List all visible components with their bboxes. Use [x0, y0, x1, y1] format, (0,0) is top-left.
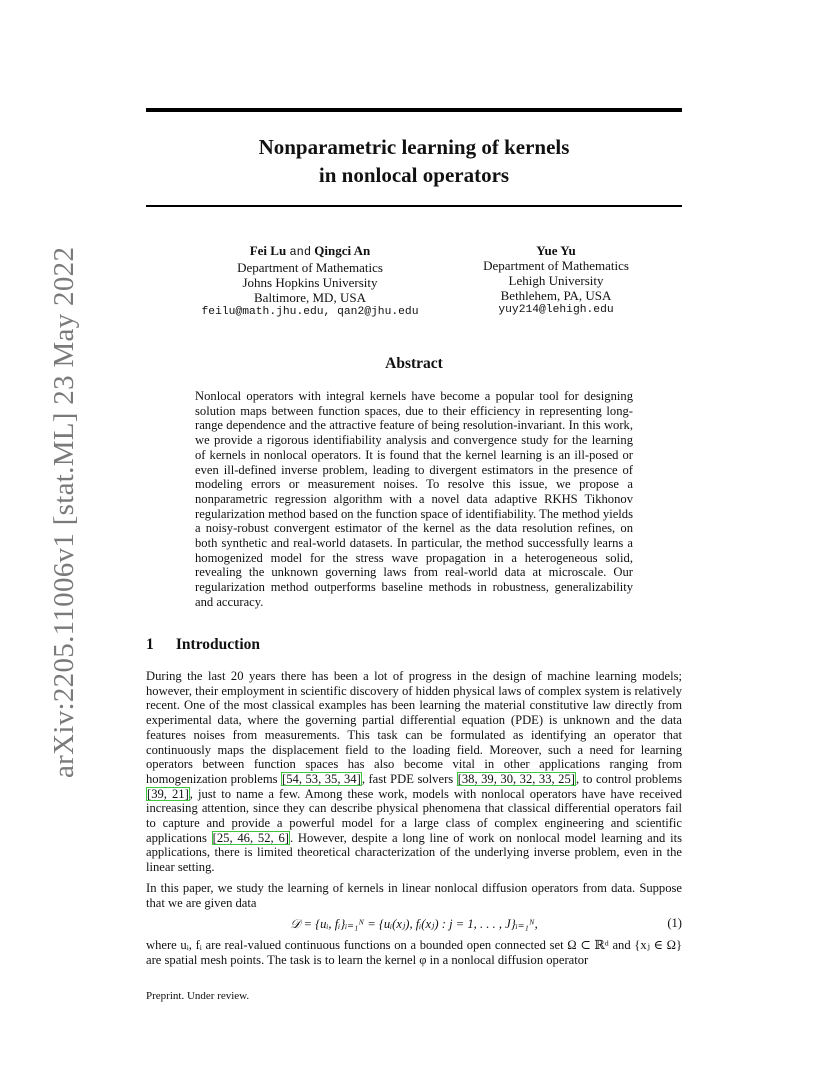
- citation-link[interactable]: [39, 21]: [147, 786, 189, 801]
- author-name: Fei Lu: [249, 243, 287, 258]
- section-number: 1: [146, 636, 154, 653]
- author-location: Baltimore, MD, USA: [254, 290, 366, 305]
- equation-1: [146, 916, 682, 934]
- footer-note: Preprint. Under review.: [146, 990, 250, 1002]
- author-and: and: [289, 245, 312, 259]
- section-title: Introduction: [175, 636, 260, 653]
- citation-link[interactable]: [38, 39, 30, 32, 33, 25]: [457, 771, 575, 786]
- citation-link[interactable]: [25, 46, 52, 6]: [212, 830, 289, 845]
- abstract-text: Nonlocal operators with integral kernels have become a popular tool for designing solution maps between function spaces, due to their efficiency in representing long-range dependence and the attractive feature of being resolution-invariant. In this work, we provide a rigorous identifiability analysis and convergence study for the learning of kernels in nonlocal operators. It is found that the kernel learning is an ill-posed or even ill-defined inverse problem, leading to divergent estimators in the presence of modeling errors or measurement noises. To resolve this issue, we propose a nonparametric regression algorithm with a novel data adaptive RKHS Tikhonov regularization method based on the function space of identifiability. The method yields a noisy-robust convergent estimator of the kernel as the data resolution refines, on both synthetic and real-world datasets. In particular, the method successfully learns a homogenized model for the stress wave propagation in a heterogeneous solid, revealing the unknown governing laws from real-world data at microscale. Our regularization method outperforms baseline methods in robustness, generalizability and accuracy.: [195, 389, 633, 609]
- author-email: yuy214@lehigh.edu: [498, 304, 614, 316]
- author-location: Bethlehem, PA, USA: [500, 288, 612, 303]
- author-department: Department of Mathematics: [237, 260, 383, 275]
- paragraph-text: During the last 20 years there has been a lot of progress in the design of machine learning models; however, their employment in scientific discovery of hidden physical laws of complex system is relatively recent. One of the most classical examples has been learning the material constitutive law directly from experimental data, where the governing partial differential equation (PDE) is unknown and the data features noises from measurements. This task can be formulated as identifying an operator that continuously maps the displacement field to the loading field. Moreover, such a need for learning operators between function spaces has also become vital in other applications ranging from homogenization problems: [146, 669, 682, 786]
- author-university: Johns Hopkins University: [242, 275, 378, 290]
- author-name: Qingci An: [314, 243, 371, 258]
- section-heading: [146, 636, 260, 654]
- paragraph-text: , to control problems: [575, 771, 683, 786]
- intro-paragraph-1: [146, 669, 682, 875]
- author-department: Department of Mathematics: [483, 258, 629, 273]
- author-name: Yue Yu: [536, 243, 576, 258]
- title-line-2: in nonlocal operators: [318, 163, 510, 187]
- citation-link[interactable]: [54, 53, 35, 34]: [282, 771, 361, 786]
- paragraph-text: , fast PDE solvers: [361, 771, 457, 786]
- author-block-right: [456, 243, 656, 318]
- paragraph-text: , just to name a few. Among these work, models with nonlocal operators have have received increasing attention, since they can describe physical phenomena that classical differential operators fail to capture and provide a powerful model for a large class of complex engineering and scientific applications: [146, 786, 682, 845]
- paper-title: [146, 133, 682, 189]
- intro-paragraph-3: where uᵢ, fᵢ are real-valued continuous functions on a bounded open connected set Ω ⊂ ℝᵈ and {xⱼ ∈ Ω} are spatial mesh points. The task is to learn the kernel φ in a nonlocal diffusion operator: [146, 938, 682, 967]
- paragraph-text: . However, despite a long line of work on nonlocal model learning and its applications, there is limited theoretical characterization of the underlying inverse problem, even in the linear setting.: [146, 830, 682, 875]
- title-line-1: Nonparametric learning of kernels: [258, 135, 570, 159]
- equation-number: (1): [667, 916, 682, 930]
- author-email: feilu@math.jhu.edu, qan2@jhu.edu: [201, 306, 419, 318]
- arxiv-identifier-sidebar: arXiv:2205.11006v1 [stat.ML] 23 May 2022: [48, 246, 80, 778]
- title-top-rule: [146, 108, 682, 112]
- equation-body: 𝒟 = {uᵢ, fᵢ}ᵢ₌₁ᴺ = {uᵢ(xⱼ), fᵢ(xⱼ) : j = 1, . . . , J}ᵢ₌₁ᴺ,: [290, 917, 538, 931]
- author-names: [180, 243, 440, 260]
- author-block-left: [180, 243, 440, 320]
- abstract-heading: Abstract: [385, 355, 443, 372]
- intro-paragraph-2: In this paper, we study the learning of kernels in linear nonlocal diffusion operators from data. Suppose that we are given data: [146, 881, 682, 910]
- title-bottom-rule: [146, 205, 682, 207]
- author-university: Lehigh University: [508, 273, 604, 288]
